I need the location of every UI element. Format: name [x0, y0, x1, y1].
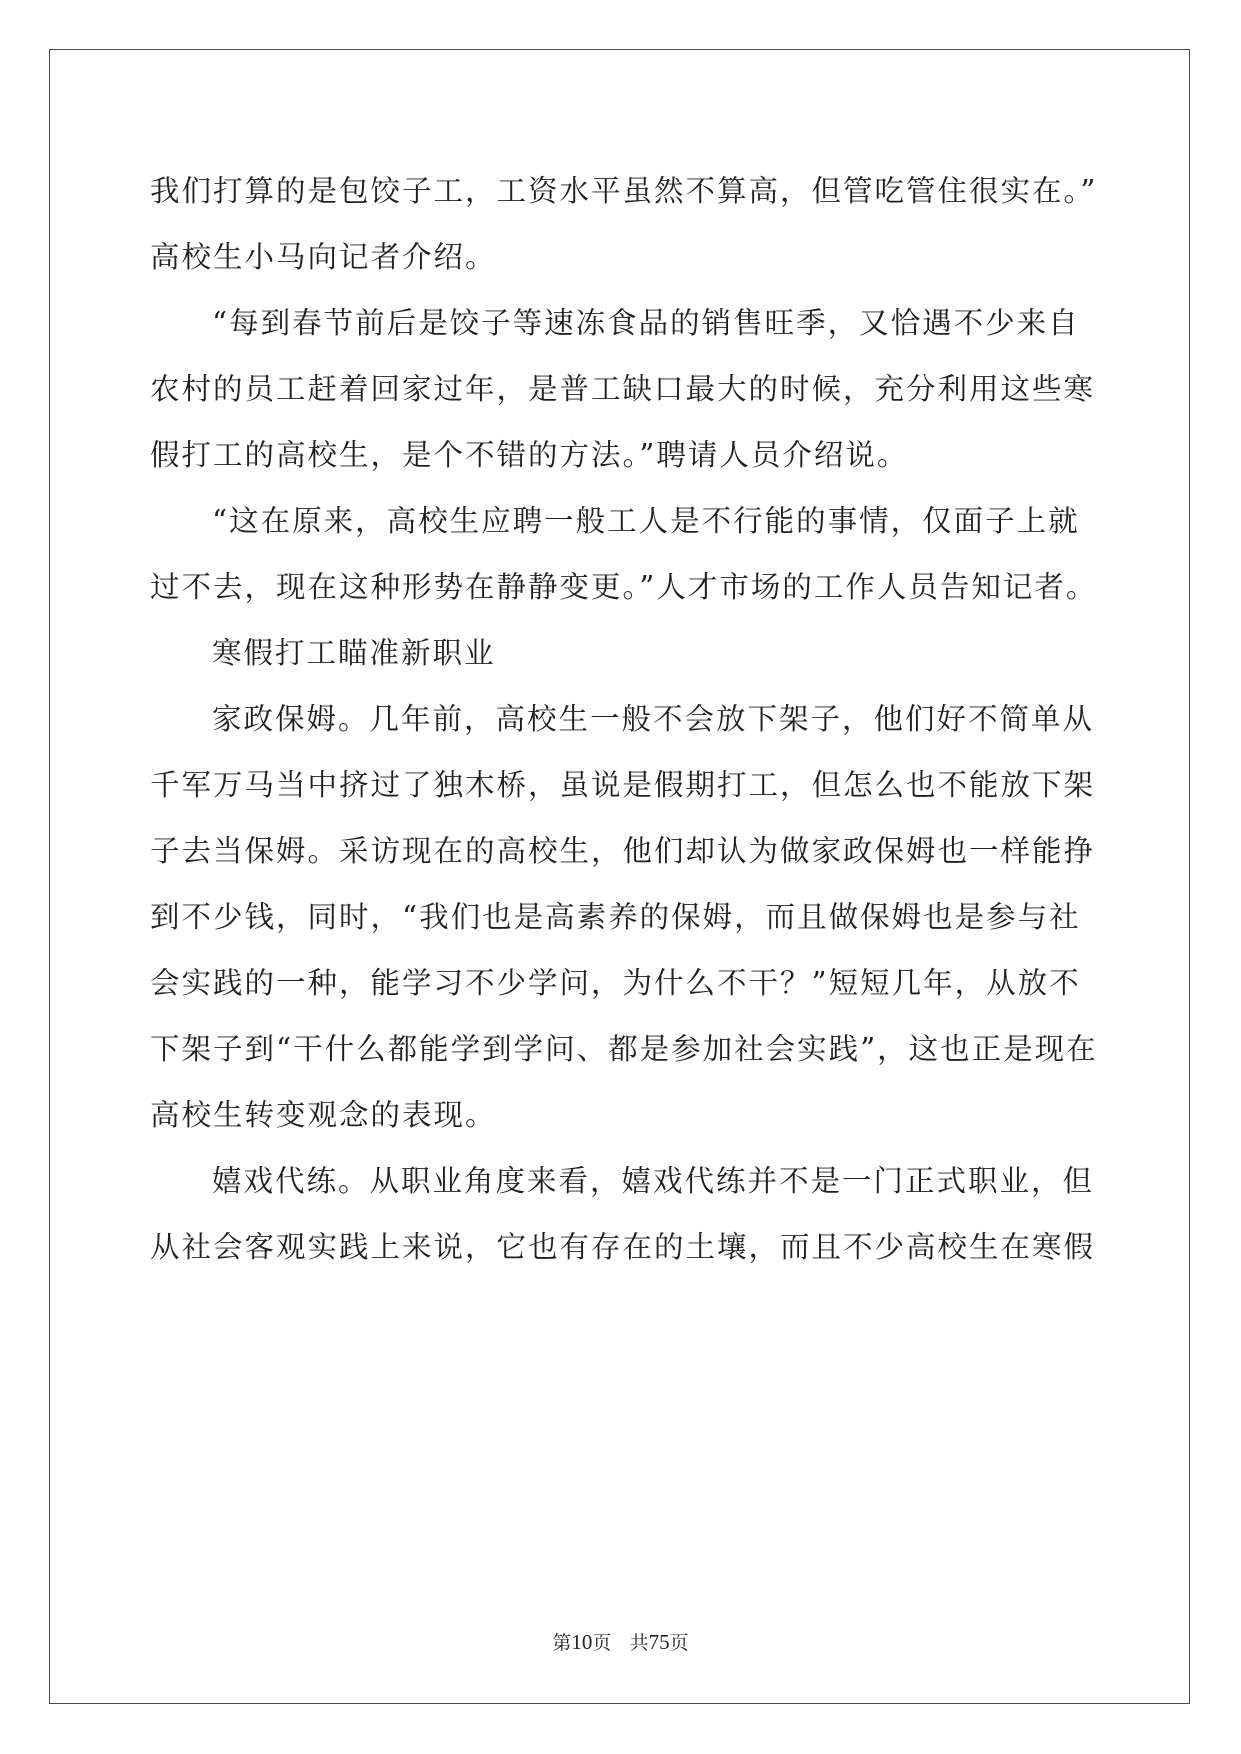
total-suffix: 页	[669, 1632, 689, 1654]
page-suffix: 页	[592, 1632, 612, 1654]
text-line: 到不少钱，同时，“我们也是高素养的保姆，而且做保姆也是参与社	[150, 900, 1081, 934]
text-line: 过不去，现在这种形势在静静变更。”人才市场的工作人员告知记者。	[150, 570, 1098, 604]
total-prefix: 共	[629, 1632, 649, 1654]
text-line: 嬉戏代练。从职业角度来看，嬉戏代练并不是一门正式职业，但	[212, 1164, 1095, 1198]
page-total-number: 75	[648, 1630, 670, 1654]
document-body	[150, 158, 1098, 1280]
text-line: “这在原来，高校生应聘一般工人是不行能的事情，仅面子上就	[212, 504, 1080, 538]
text-line: 假打工的高校生，是个不错的方法。”聘请人员介绍说。	[150, 438, 909, 472]
text-line: 从社会客观实践上来说，它也有存在的土壤，而且不少高校生在寒假	[150, 1230, 1096, 1264]
text-line: 下架子到“干什么都能学到学问、都是参加社会实践”，这也正是现在	[150, 1032, 1098, 1066]
text-line: 我们打算的是包饺子工，工资水平虽然不算高，但管吃管住很实在。”	[150, 174, 1098, 208]
text-line: “每到春节前后是饺子等速冻食品的销售旺季，又恰遇不少来自	[212, 306, 1080, 340]
text-line: 子去当保姆。采访现在的高校生，他们却认为做家政保姆也一样能挣	[150, 834, 1096, 868]
page-prefix: 第	[552, 1632, 572, 1654]
page-footer	[0, 1627, 1241, 1658]
page-current-number: 10	[571, 1630, 593, 1654]
section-heading: 寒假打工瞄准新职业	[212, 636, 496, 670]
text-line: 会实践的一种，能学习不少学问，为什么不干？”短短几年，从放不	[150, 966, 1081, 1000]
text-line: 农村的员工赶着回家过年，是普工缺口最大的时候，充分利用这些寒	[150, 372, 1096, 406]
text-line: 高校生小马向记者介绍。	[150, 240, 497, 274]
text-line: 千军万马当中挤过了独木桥，虽说是假期打工，但怎么也不能放下架	[150, 768, 1096, 802]
text-line: 高校生转变观念的表现。	[150, 1098, 497, 1132]
text-line: 家政保姆。几年前，高校生一般不会放下架子，他们好不简单从	[212, 702, 1095, 736]
